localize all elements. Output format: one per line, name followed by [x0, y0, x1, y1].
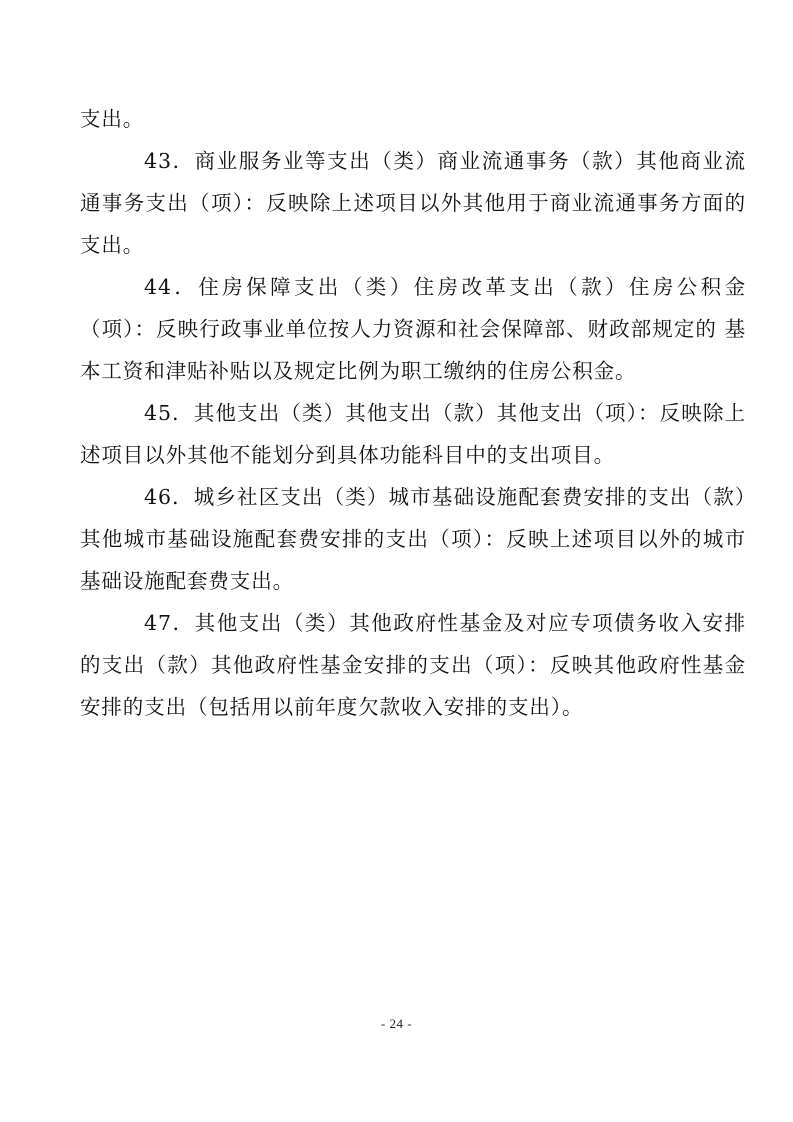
paragraph-item-44: 44．住房保障支出（类）住房改革支出（款）住房公积金（项）：反映行政事业单位按人力资源和社会保障部、财政部规定的 基本工资和津贴补贴以及规定比例为职工缴纳的住房公积金。 [80, 275, 746, 383]
paragraph-item-46: 46．城乡社区支出（类）城市基础设施配套费安排的支出（款）其他城市基础设施配套费安排的支出（项）：反映上述项目以外的城市基础设施配套费支出。 [80, 485, 746, 593]
paragraph-item-43: 43．商业服务业等支出（类）商业流通事务（款）其他商业流通事务支出（项）：反映除上述项目以外其他用于商业流通事务方面的支出。 [80, 149, 746, 257]
page-number: - 24 - [380, 1016, 413, 1031]
paragraph-item-47: 47．其他支出（类）其他政府性基金及对应专项债务收入安排的支出（款）其他政府性基金安排的支出（项）：反映其他政府性基金安排的支出（包括用以前年度欠款收入安排的支出）。 [80, 611, 746, 719]
body-text [80, 98, 746, 728]
paragraph-item-45: 45．其他支出（类）其他支出（款）其他支出（项）：反映除上述项目以外其他不能划分到具体功能科目中的支出项目。 [80, 401, 746, 467]
paragraph-continuation: 支出。 [80, 107, 145, 131]
